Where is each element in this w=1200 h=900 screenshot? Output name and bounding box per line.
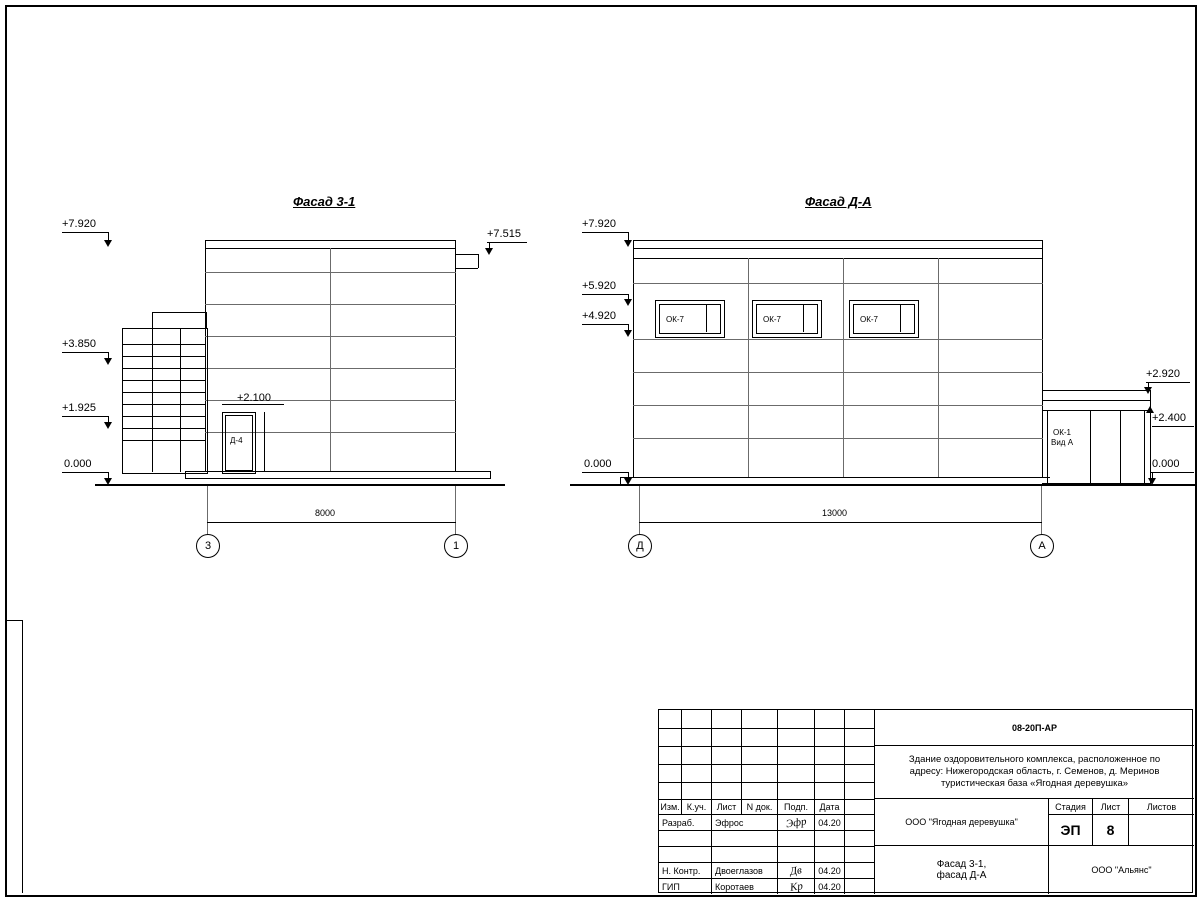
tb-spare — [845, 831, 875, 847]
signature-glyph: Дв — [789, 863, 803, 878]
design-company: ООО "Альянс" — [1091, 865, 1152, 875]
plinth-line-left — [185, 478, 490, 479]
tb-rule — [659, 782, 874, 783]
tb-date: 04.20 — [815, 879, 845, 894]
level-mark: +3.850 — [62, 338, 96, 350]
level-mark: 0.000 — [1152, 458, 1180, 470]
tb-name — [712, 831, 778, 847]
sheet-left-tick — [5, 620, 23, 621]
door-label: Д-4 — [230, 436, 243, 445]
glazing-mullion — [180, 328, 181, 472]
tb-rule — [681, 710, 682, 799]
level-mark-underline — [582, 232, 628, 233]
door-side-line — [264, 412, 265, 472]
level-mark: +4.920 — [582, 310, 616, 322]
tb-sign — [778, 815, 815, 831]
glazing-rail — [122, 392, 206, 393]
glazing-mullion — [152, 328, 153, 472]
tb-col-list: Лист — [712, 799, 742, 815]
tb-sign — [778, 831, 815, 847]
tb-rule — [659, 728, 874, 729]
glazing-rail — [122, 428, 206, 429]
level-mark-leader — [1150, 412, 1151, 420]
level-mark-underline — [237, 404, 283, 405]
roof-projection-edge — [478, 254, 479, 268]
right-facade-roof-bottom — [633, 258, 1043, 259]
glazing-rail — [122, 368, 206, 369]
tb-name: Эфрос — [712, 815, 778, 831]
right-facade-roof-mid — [633, 248, 1043, 249]
tb-spare — [845, 815, 875, 831]
customer-name: ООО "Ягодная деревушка" — [875, 799, 1049, 846]
object-line-2: адресу: Нижегородская область, г. Семенов, д. Меринов — [909, 766, 1160, 777]
panel-joint-vertical — [938, 258, 939, 477]
level-mark-arrow — [104, 478, 112, 485]
tb-rule — [711, 710, 712, 799]
tb-col-data: Дата — [815, 799, 845, 815]
axis-marker: А — [1030, 534, 1054, 558]
title-block — [658, 709, 1193, 893]
level-mark: +2.400 — [1152, 412, 1186, 424]
level-mark: +7.515 — [487, 228, 521, 240]
glazing-rail — [122, 416, 206, 417]
tb-role: ГИП — [659, 879, 712, 894]
level-mark: +1.925 — [62, 402, 96, 414]
vestibule-roof-bottom — [1042, 410, 1150, 411]
dimension-line-left — [207, 522, 456, 523]
glazing-rail — [122, 356, 206, 357]
glazed-upper-top — [152, 312, 206, 313]
window-label: ОК-7 — [763, 315, 781, 324]
level-mark-underline — [582, 294, 628, 295]
level-mark-underline — [582, 324, 628, 325]
signature-glyph: Кр — [788, 879, 804, 894]
tb-date: 04.20 — [815, 863, 845, 879]
glazed-upper-right — [206, 312, 207, 328]
sheet-left-tick-vertical — [22, 620, 23, 893]
tb-date — [815, 831, 845, 847]
tb-date: 04.20 — [815, 815, 845, 831]
tb-name: Двоеглазов — [712, 863, 778, 879]
panel-joint — [633, 283, 1043, 284]
plinth-right-edge — [620, 477, 621, 484]
tb-sign — [778, 879, 815, 894]
level-mark-arrow — [485, 248, 493, 255]
dimension-extension — [1041, 486, 1042, 536]
window-mullion — [900, 304, 901, 332]
glazing-rail — [122, 404, 206, 405]
level-mark: +7.920 — [62, 218, 96, 230]
signature-glyph: Эфр — [784, 815, 807, 830]
level-mark-underline — [487, 242, 527, 243]
panel-joint — [633, 339, 1043, 340]
vestibule-door-mullion — [1090, 410, 1091, 483]
right-facade-wall-left — [633, 240, 634, 477]
object-line-3: туристическая база «Ягодная деревушка» — [940, 778, 1129, 789]
sheets-value — [1129, 815, 1194, 846]
left-facade-roof-top — [205, 240, 456, 241]
vestibule-inner-right — [1144, 410, 1145, 483]
right-facade-roof-top — [633, 240, 1043, 241]
vestibule-inner-left — [1047, 410, 1048, 483]
level-mark-underline — [582, 472, 628, 473]
sheets-label: Листов — [1129, 799, 1194, 815]
tb-spare — [845, 847, 875, 863]
roof-projection-bottom — [456, 268, 478, 269]
level-mark-arrow — [1148, 478, 1156, 485]
level-mark-underline — [62, 232, 108, 233]
level-mark: 0.000 — [64, 458, 92, 470]
tb-col-spare — [845, 799, 875, 815]
level-mark-underline — [62, 352, 108, 353]
vestibule-door-mullion2 — [1120, 410, 1121, 483]
level-mark-arrow — [104, 358, 112, 365]
glazing-rail — [122, 380, 206, 381]
tb-role: Н. Контр. — [659, 863, 712, 879]
tb-name — [712, 847, 778, 863]
dimension-value: 13000 — [822, 508, 848, 518]
roof-projection-top — [456, 254, 478, 255]
axis-marker: Д — [628, 534, 652, 558]
glazed-upper-left — [152, 312, 153, 328]
drawing-title — [875, 846, 1049, 894]
level-mark-arrow — [624, 478, 632, 485]
level-mark-underline — [1150, 472, 1194, 473]
dimension-extension — [207, 486, 208, 536]
facade-left-title: Фасад 3-1 — [293, 194, 356, 209]
stage-value: ЭП — [1049, 815, 1093, 846]
vestibule-roof-top — [1042, 390, 1150, 391]
level-mark-arrow — [624, 299, 632, 306]
tb-name: Коротаев — [712, 879, 778, 894]
tb-rule — [659, 764, 874, 765]
ground-line-left — [95, 484, 505, 486]
level-mark-arrow — [104, 422, 112, 429]
tb-col-izm: Изм. — [659, 799, 682, 815]
object-line-1: Здание оздоровительного комплекса, расположенное по — [908, 754, 1161, 765]
drawing-title-line-1: Фасад 3-1, — [936, 859, 987, 870]
level-mark: +7.920 — [582, 218, 616, 230]
level-mark-arrow — [104, 240, 112, 247]
tb-sign — [778, 863, 815, 879]
ground-line-right — [570, 484, 1195, 486]
level-mark-underline — [62, 416, 108, 417]
tb-rule — [777, 710, 778, 799]
sheet-value: 8 — [1093, 815, 1129, 846]
tb-spare — [845, 863, 875, 879]
tb-col-podp: Подп. — [778, 799, 815, 815]
drawing-title-line-2: фасад Д-А — [936, 870, 987, 881]
level-mark-underline — [62, 472, 108, 473]
window-label: ОК-7 — [666, 315, 684, 324]
tb-role: Разраб. — [659, 815, 712, 831]
object-description — [875, 746, 1194, 799]
tb-sign — [778, 847, 815, 863]
right-facade-wall-right — [1042, 240, 1043, 477]
dimension-extension — [455, 486, 456, 536]
level-mark: +2.920 — [1146, 368, 1180, 380]
dimension-line-right — [639, 522, 1042, 523]
entrance-label-line2: Вид А — [1051, 438, 1074, 447]
tb-date — [815, 847, 845, 863]
axis-marker: 3 — [196, 534, 220, 558]
window-label: ОК-7 — [860, 315, 878, 324]
tb-rule — [659, 746, 874, 747]
vestibule-roof-line — [1042, 400, 1150, 401]
tb-rule — [741, 710, 742, 799]
vestibule-wall-right — [1150, 390, 1151, 484]
tb-role — [659, 847, 712, 863]
glazed-block-outline — [122, 328, 208, 474]
tb-col-ndok: N док. — [742, 799, 778, 815]
plinth-edge-right — [490, 471, 491, 479]
sheet-label: Лист — [1093, 799, 1129, 815]
dimension-value: 8000 — [315, 508, 336, 518]
level-mark: +2.100 — [237, 392, 271, 404]
glazing-rail — [122, 344, 206, 345]
panel-joint — [633, 438, 1043, 439]
left-facade-wall-right — [455, 240, 456, 472]
stage-label: Стадия — [1049, 799, 1093, 815]
panel-joint-vertical — [330, 248, 331, 471]
panel-joint-vertical — [843, 258, 844, 477]
axis-marker: 1 — [444, 534, 468, 558]
doc-code: 08-20П-АР — [875, 710, 1194, 746]
tb-spare — [845, 879, 875, 894]
level-mark: +5.920 — [582, 280, 616, 292]
level-mark-arrow — [624, 330, 632, 337]
window-mullion — [706, 304, 707, 332]
panel-joint — [633, 405, 1043, 406]
tb-role — [659, 831, 712, 847]
level-mark: 0.000 — [584, 458, 612, 470]
tb-rule — [844, 710, 845, 799]
dimension-extension — [639, 486, 640, 536]
level-mark-arrow — [624, 240, 632, 247]
facade-right-title: Фасад Д-А — [805, 194, 872, 209]
panel-joint — [633, 372, 1043, 373]
tb-col-kuch: К.уч. — [682, 799, 712, 815]
glazed-lower-divider — [122, 440, 206, 441]
level-mark-underline — [1152, 426, 1194, 427]
entrance-label-line1: ОК-1 — [1053, 428, 1071, 437]
vestibule-base — [1042, 483, 1150, 484]
window-mullion — [803, 304, 804, 332]
tb-rule — [814, 710, 815, 799]
level-mark-underline — [1146, 382, 1190, 383]
level-mark-arrow — [1144, 387, 1152, 394]
right-facade-base — [633, 477, 1043, 478]
panel-joint-vertical — [748, 258, 749, 477]
